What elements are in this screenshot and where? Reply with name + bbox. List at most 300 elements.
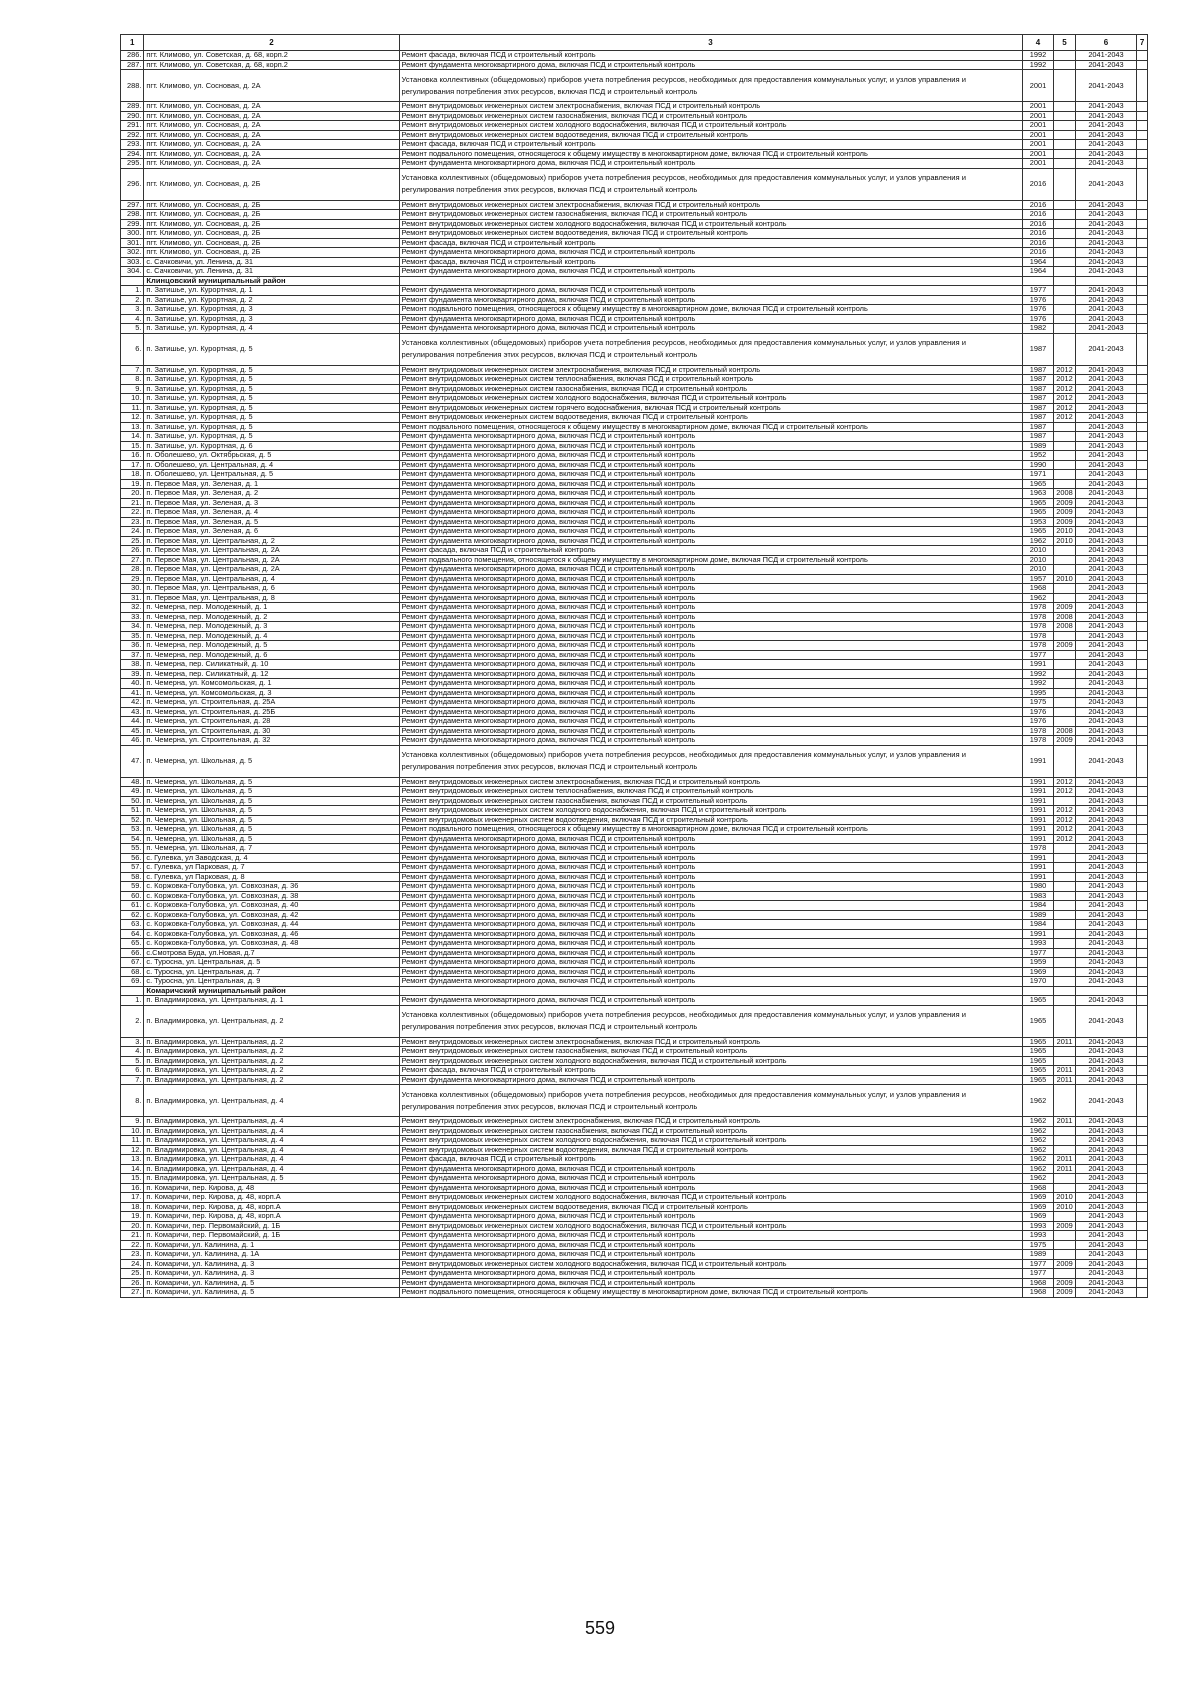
table-row <box>121 660 1148 670</box>
last-repair-year-cell <box>1054 1126 1075 1136</box>
last-repair-year-cell <box>1054 140 1075 150</box>
last-repair-year-cell <box>1054 863 1075 873</box>
address-cell: п. Комаричи, пер. Кирова, д. 48, корп.А <box>144 1193 399 1203</box>
work-type-cell: Ремонт внутридомовых инженерных систем газоснабжения, включая ПСД и строительный контроль <box>399 1047 1022 1057</box>
planned-period-cell: 2041-2043 <box>1075 736 1137 746</box>
register-table <box>120 34 1148 1298</box>
last-repair-year-cell <box>1054 1212 1075 1222</box>
address-cell: с. Гулевка, ул Заводская, д. 4 <box>144 853 399 863</box>
address-cell: пгт. Климово, ул. Сосновая, д. 2Б <box>144 168 399 200</box>
last-repair-year-cell <box>1054 920 1075 930</box>
table-row <box>121 1193 1148 1203</box>
empty-cell <box>1137 612 1148 622</box>
planned-period-cell: 2041-2043 <box>1075 910 1137 920</box>
work-type-cell: Ремонт фундамента многоквартирного дома, включая ПСД и строительный контроль <box>399 910 1022 920</box>
table-row <box>121 603 1148 613</box>
table-row <box>121 948 1148 958</box>
last-repair-year-cell <box>1054 660 1075 670</box>
row-number: 68. <box>121 967 144 977</box>
empty-cell <box>1137 1047 1148 1057</box>
planned-period-cell: 2041-2043 <box>1075 1136 1137 1146</box>
row-number: 286. <box>121 51 144 61</box>
row-number: 54. <box>121 834 144 844</box>
empty-cell <box>1137 1066 1148 1076</box>
work-type-cell: Ремонт внутридомовых инженерных систем электроснабжения, включая ПСД и строительный контроль <box>399 777 1022 787</box>
empty-cell <box>1137 574 1148 584</box>
planned-period-cell: 2041-2043 <box>1075 806 1137 816</box>
empty-cell <box>1137 863 1148 873</box>
build-year-cell: 1991 <box>1022 777 1054 787</box>
work-type-cell: Ремонт внутридомовых инженерных систем электроснабжения, включая ПСД и строительный контроль <box>399 365 1022 375</box>
work-type-cell: Ремонт внутридомовых инженерных систем газоснабжения, включая ПСД и строительный контроль <box>399 384 1022 394</box>
planned-period-cell: 2041-2043 <box>1075 159 1137 169</box>
address-cell: с. Коржовка-Голубовка, ул. Совхозная, д. 44 <box>144 920 399 930</box>
build-year-cell: 1968 <box>1022 584 1054 594</box>
address-cell: п. Владимировка, ул. Центральная, д. 2 <box>144 1047 399 1057</box>
planned-period-cell: 2041-2043 <box>1075 168 1137 200</box>
work-type-cell: Ремонт внутридомовых инженерных систем электроснабжения, включая ПСД и строительный контроль <box>399 1117 1022 1127</box>
last-repair-year-cell: 2009 <box>1054 736 1075 746</box>
empty-cell <box>1137 650 1148 660</box>
planned-period-cell: 2041-2043 <box>1075 1278 1137 1288</box>
work-type-cell: Ремонт фундамента многоквартирного дома, включая ПСД и строительный контроль <box>399 1164 1022 1174</box>
planned-period-cell: 2041-2043 <box>1075 688 1137 698</box>
table-row <box>121 517 1148 527</box>
last-repair-year-cell <box>1054 546 1075 556</box>
table-row <box>121 286 1148 296</box>
row-number: 46. <box>121 736 144 746</box>
table-row <box>121 1005 1148 1037</box>
build-year-cell: 1978 <box>1022 844 1054 854</box>
last-repair-year-cell <box>1054 929 1075 939</box>
section-number-cell <box>121 276 144 286</box>
last-repair-year-cell: 2011 <box>1054 1037 1075 1047</box>
row-number: 9. <box>121 1117 144 1127</box>
empty-cell <box>1137 130 1148 140</box>
row-number: 61. <box>121 901 144 911</box>
build-year-cell: 1977 <box>1022 1269 1054 1279</box>
build-year-cell: 1976 <box>1022 314 1054 324</box>
work-type-cell: Ремонт внутридомовых инженерных систем газоснабжения, включая ПСД и строительный контроль <box>399 111 1022 121</box>
address-cell: п. Затишье, ул. Курортная, д. 1 <box>144 286 399 296</box>
table-row <box>121 796 1148 806</box>
table-row <box>121 267 1148 277</box>
work-type-cell: Ремонт фундамента многоквартирного дома, включая ПСД и строительный контроль <box>399 1240 1022 1250</box>
table-row <box>121 365 1148 375</box>
build-year-cell: 1991 <box>1022 660 1054 670</box>
build-year-cell: 1991 <box>1022 929 1054 939</box>
empty-cell <box>1137 219 1148 229</box>
empty-cell <box>1137 815 1148 825</box>
address-cell: п. Чемерна, ул. Школьная, д. 5 <box>144 787 399 797</box>
address-cell: п. Затишье, ул. Курортная, д. 6 <box>144 441 399 451</box>
planned-period-cell: 2041-2043 <box>1075 102 1137 112</box>
planned-period-cell: 2041-2043 <box>1075 121 1137 131</box>
build-year-cell: 2001 <box>1022 140 1054 150</box>
planned-period-cell: 2041-2043 <box>1075 149 1137 159</box>
last-repair-year-cell <box>1054 977 1075 987</box>
planned-period-cell: 2041-2043 <box>1075 669 1137 679</box>
address-cell: п. Владимировка, ул. Центральная, д. 4 <box>144 1126 399 1136</box>
build-year-cell: 1965 <box>1022 1037 1054 1047</box>
last-repair-year-cell <box>1054 650 1075 660</box>
planned-period-cell: 2041-2043 <box>1075 1202 1137 1212</box>
row-number: 23. <box>121 517 144 527</box>
address-cell: п. Затишье, ул. Курортная, д. 5 <box>144 394 399 404</box>
last-repair-year-cell <box>1054 470 1075 480</box>
work-type-cell: Ремонт фундамента многоквартирного дома, включая ПСД и строительный контроль <box>399 1269 1022 1279</box>
last-repair-year-cell <box>1054 707 1075 717</box>
build-year-cell: 1965 <box>1022 1066 1054 1076</box>
last-repair-year-cell <box>1054 948 1075 958</box>
row-number: 60. <box>121 891 144 901</box>
table-row <box>121 219 1148 229</box>
row-number: 26. <box>121 546 144 556</box>
table-row <box>121 1174 1148 1184</box>
row-number: 18. <box>121 1202 144 1212</box>
build-year-cell: 1991 <box>1022 834 1054 844</box>
row-number: 304. <box>121 267 144 277</box>
build-year-cell: 1962 <box>1022 1145 1054 1155</box>
table-row <box>121 777 1148 787</box>
empty-cell <box>1137 1056 1148 1066</box>
table-row <box>121 498 1148 508</box>
build-year-cell: 1976 <box>1022 717 1054 727</box>
last-repair-year-cell: 2009 <box>1054 1259 1075 1269</box>
address-cell: п. Первое Мая, ул. Центральная, д. 2 <box>144 536 399 546</box>
planned-period-cell: 2041-2043 <box>1075 1145 1137 1155</box>
last-repair-year-cell: 2009 <box>1054 603 1075 613</box>
table-row <box>121 546 1148 556</box>
table-row <box>121 863 1148 873</box>
build-year-cell: 1978 <box>1022 736 1054 746</box>
empty-cell <box>1137 1037 1148 1047</box>
table-row <box>121 536 1148 546</box>
work-type-cell: Ремонт фундамента многоквартирного дома, включая ПСД и строительный контроль <box>399 508 1022 518</box>
empty-cell <box>1137 1136 1148 1146</box>
address-cell: п. Первое Мая, ул. Центральная, д. 2А <box>144 546 399 556</box>
table-row <box>121 1056 1148 1066</box>
empty-cell <box>1137 479 1148 489</box>
last-repair-year-cell: 2012 <box>1054 834 1075 844</box>
address-cell: пгт. Климово, ул. Сосновая, д. 2Б <box>144 219 399 229</box>
table-row <box>121 305 1148 315</box>
last-repair-year-cell <box>1054 219 1075 229</box>
empty-cell <box>1137 726 1148 736</box>
build-year-cell: 2016 <box>1022 168 1054 200</box>
table-row <box>121 121 1148 131</box>
work-type-cell: Ремонт фундамента многоквартирного дома, включая ПСД и строительный контроль <box>399 267 1022 277</box>
table-row <box>121 460 1148 470</box>
build-year-cell: 1991 <box>1022 787 1054 797</box>
section-title: Комаричский муниципальный район <box>144 986 399 996</box>
address-cell: п. Первое Мая, ул. Центральная, д. 2А <box>144 565 399 575</box>
last-repair-year-cell <box>1054 745 1075 777</box>
build-year-cell: 1969 <box>1022 1202 1054 1212</box>
last-repair-year-cell <box>1054 1231 1075 1241</box>
work-type-cell: Установка коллективных (общедомовых) приборов учета потребления ресурсов, необходимых для предоставления коммунальных услуг, и узлов управления и регулирования потребления этих ресурсов, включая ПСД и строительный контроль <box>399 333 1022 365</box>
last-repair-year-cell <box>1054 229 1075 239</box>
table-row <box>121 1136 1148 1146</box>
table-row <box>121 1231 1148 1241</box>
address-cell: пгт. Климово, ул. Сосновая, д. 2Б <box>144 238 399 248</box>
address-cell: п. Чемерна, пер. Молодежный, д. 3 <box>144 622 399 632</box>
row-number: 58. <box>121 872 144 882</box>
last-repair-year-cell: 2012 <box>1054 403 1075 413</box>
work-type-cell: Ремонт фундамента многоквартирного дома, включая ПСД и строительный контроль <box>399 688 1022 698</box>
address-cell: пгт. Климово, ул. Сосновая, д. 2А <box>144 111 399 121</box>
planned-period-cell: 2041-2043 <box>1075 698 1137 708</box>
address-cell: п. Первое Мая, ул. Центральная, д. 4 <box>144 574 399 584</box>
planned-period-cell: 2041-2043 <box>1075 1066 1137 1076</box>
last-repair-year-cell: 2011 <box>1054 1075 1075 1085</box>
last-repair-year-cell <box>1054 248 1075 258</box>
planned-period-cell: 2041-2043 <box>1075 891 1137 901</box>
last-repair-year-cell: 2010 <box>1054 1202 1075 1212</box>
work-type-cell: Установка коллективных (общедомовых) приборов учета потребления ресурсов, необходимых для предоставления коммунальных услуг, и узлов управления и регулирования потребления этих ресурсов, включая ПСД и строительный контроль <box>399 168 1022 200</box>
work-type-cell: Ремонт фундамента многоквартирного дома, включая ПСД и строительный контроль <box>399 958 1022 968</box>
build-year-cell: 1962 <box>1022 1164 1054 1174</box>
empty-cell <box>1137 1288 1148 1298</box>
empty-cell <box>1137 413 1148 423</box>
last-repair-year-cell: 2012 <box>1054 394 1075 404</box>
planned-period-cell: 2041-2043 <box>1075 1056 1137 1066</box>
planned-period-cell: 2041-2043 <box>1075 1047 1137 1057</box>
planned-period-cell: 2041-2043 <box>1075 603 1137 613</box>
address-cell: пгт. Климово, ул. Советская, д. 68, корп.2 <box>144 60 399 70</box>
address-cell: п. Владимировка, ул. Центральная, д. 5 <box>144 1174 399 1184</box>
address-cell: пгт. Климово, ул. Сосновая, д. 2Б <box>144 229 399 239</box>
work-type-cell: Ремонт подвального помещения, относящегося к общему имуществу в многоквартирном доме, включая ПСД и строительный контроль <box>399 149 1022 159</box>
row-number: 35. <box>121 631 144 641</box>
empty-cell <box>1137 508 1148 518</box>
table-row <box>121 432 1148 442</box>
table-row <box>121 324 1148 334</box>
planned-period-cell: 2041-2043 <box>1075 948 1137 958</box>
work-type-cell: Ремонт фасада, включая ПСД и строительный контроль <box>399 140 1022 150</box>
row-number: 30. <box>121 584 144 594</box>
build-year-cell: 1968 <box>1022 1288 1054 1298</box>
empty-cell <box>1137 149 1148 159</box>
row-number: 16. <box>121 1183 144 1193</box>
row-number: 23. <box>121 1250 144 1260</box>
row-number: 55. <box>121 844 144 854</box>
last-repair-year-cell <box>1054 996 1075 1006</box>
address-cell: п. Комаричи, пер. Первомайский, д. 1Б <box>144 1231 399 1241</box>
row-number: 8. <box>121 1085 144 1117</box>
empty-cell <box>1137 238 1148 248</box>
table-row <box>121 669 1148 679</box>
planned-period-cell: 2041-2043 <box>1075 631 1137 641</box>
address-cell: с. Сачковичи, ул. Ленина, д. 31 <box>144 267 399 277</box>
row-number: 22. <box>121 508 144 518</box>
address-cell: п. Первое Мая, ул. Зеленая, д. 1 <box>144 479 399 489</box>
work-type-cell: Ремонт фундамента многоквартирного дома, включая ПСД и строительный контроль <box>399 844 1022 854</box>
row-number: 19. <box>121 479 144 489</box>
last-repair-year-cell: 2010 <box>1054 527 1075 537</box>
planned-period-cell: 2041-2043 <box>1075 140 1137 150</box>
build-year-cell: 1991 <box>1022 796 1054 806</box>
work-type-cell: Ремонт внутридомовых инженерных систем водоотведения, включая ПСД и строительный контроль <box>399 815 1022 825</box>
header-row <box>121 35 1148 51</box>
table-row <box>121 1250 1148 1260</box>
work-type-cell: Ремонт фундамента многоквартирного дома, включая ПСД и строительный контроль <box>399 948 1022 958</box>
empty-cell <box>1137 844 1148 854</box>
address-cell: п. Затишье, ул. Курортная, д. 5 <box>144 384 399 394</box>
table-row <box>121 555 1148 565</box>
address-cell: п. Затишье, ул. Курортная, д. 2 <box>144 295 399 305</box>
empty-cell <box>1137 229 1148 239</box>
build-year-cell: 1992 <box>1022 669 1054 679</box>
work-type-cell: Ремонт фундамента многоквартирного дома, включая ПСД и строительный контроль <box>399 527 1022 537</box>
row-number: 3. <box>121 1037 144 1047</box>
row-number: 44. <box>121 717 144 727</box>
table-row <box>121 1202 1148 1212</box>
build-year-cell: 1987 <box>1022 422 1054 432</box>
work-type-cell: Ремонт фундамента многоквартирного дома, включая ПСД и строительный контроль <box>399 498 1022 508</box>
last-repair-year-cell <box>1054 267 1075 277</box>
row-number: 42. <box>121 698 144 708</box>
last-repair-year-cell <box>1054 324 1075 334</box>
address-cell: п. Чемерна, ул. Строительная, д. 30 <box>144 726 399 736</box>
row-number: 8. <box>121 375 144 385</box>
last-repair-year-cell <box>1054 717 1075 727</box>
planned-period-cell: 2041-2043 <box>1075 333 1137 365</box>
planned-period-cell: 2041-2043 <box>1075 863 1137 873</box>
build-year-cell: 1965 <box>1022 1056 1054 1066</box>
row-number: 15. <box>121 441 144 451</box>
empty-cell <box>1137 688 1148 698</box>
last-repair-year-cell <box>1054 286 1075 296</box>
build-year-cell: 1978 <box>1022 612 1054 622</box>
empty-cell <box>1137 51 1148 61</box>
work-type-cell: Ремонт фундамента многоквартирного дома, включая ПСД и строительный контроль <box>399 574 1022 584</box>
row-number: 12. <box>121 413 144 423</box>
address-cell: п. Чемерна, ул. Строительная, д. 25Б <box>144 707 399 717</box>
planned-period-cell: 2041-2043 <box>1075 200 1137 210</box>
empty-cell <box>1137 1075 1148 1085</box>
planned-period-cell: 2041-2043 <box>1075 996 1137 1006</box>
address-cell: п. Чемерна, ул. Школьная, д. 5 <box>144 815 399 825</box>
empty-cell <box>399 986 1022 996</box>
address-cell: п. Затишье, ул. Курортная, д. 4 <box>144 324 399 334</box>
planned-period-cell: 2041-2043 <box>1075 1174 1137 1184</box>
empty-cell <box>399 276 1022 286</box>
empty-cell <box>1137 267 1148 277</box>
table-row <box>121 574 1148 584</box>
empty-cell <box>1137 555 1148 565</box>
work-type-cell: Ремонт фундамента многоквартирного дома, включая ПСД и строительный контроль <box>399 314 1022 324</box>
work-type-cell: Ремонт внутридомовых инженерных систем горячего водоснабжения, включая ПСД и строительный контроль <box>399 403 1022 413</box>
address-cell: с. Коржовка-Голубовка, ул. Совхозная, д. 36 <box>144 882 399 892</box>
planned-period-cell: 2041-2043 <box>1075 441 1137 451</box>
empty-cell <box>1137 872 1148 882</box>
work-type-cell: Ремонт фундамента многоквартирного дома, включая ПСД и строительный контроль <box>399 489 1022 499</box>
work-type-cell: Ремонт фундамента многоквартирного дома, включая ПСД и строительный контроль <box>399 967 1022 977</box>
empty-cell <box>1075 276 1137 286</box>
last-repair-year-cell <box>1054 958 1075 968</box>
work-type-cell: Ремонт фундамента многоквартирного дома, включая ПСД и строительный контроль <box>399 432 1022 442</box>
empty-cell <box>1137 1212 1148 1222</box>
last-repair-year-cell: 2008 <box>1054 612 1075 622</box>
work-type-cell: Ремонт фундамента многоквартирного дома, включая ПСД и строительный контроль <box>399 60 1022 70</box>
planned-period-cell: 2041-2043 <box>1075 470 1137 480</box>
table-row <box>121 508 1148 518</box>
row-number: 27. <box>121 1288 144 1298</box>
build-year-cell: 1965 <box>1022 508 1054 518</box>
table-row <box>121 844 1148 854</box>
row-number: 62. <box>121 910 144 920</box>
row-number: 63. <box>121 920 144 930</box>
empty-cell <box>1137 1085 1148 1117</box>
planned-period-cell: 2041-2043 <box>1075 403 1137 413</box>
build-year-cell: 1977 <box>1022 286 1054 296</box>
build-year-cell: 1965 <box>1022 996 1054 1006</box>
planned-period-cell: 2041-2043 <box>1075 1037 1137 1047</box>
build-year-cell: 1968 <box>1022 1183 1054 1193</box>
address-cell: п. Затишье, ул. Курортная, д. 5 <box>144 403 399 413</box>
build-year-cell: 1962 <box>1022 593 1054 603</box>
row-number: 40. <box>121 679 144 689</box>
section-number-cell <box>121 986 144 996</box>
table-row <box>121 1117 1148 1127</box>
build-year-cell: 2016 <box>1022 200 1054 210</box>
row-number: 299. <box>121 219 144 229</box>
build-year-cell: 1991 <box>1022 853 1054 863</box>
table-row <box>121 1288 1148 1298</box>
address-cell: п. Комаричи, ул. Калинина, д. 3 <box>144 1269 399 1279</box>
table-row <box>121 130 1148 140</box>
work-type-cell: Ремонт внутридомовых инженерных систем холодного водоснабжения, включая ПСД и строительный контроль <box>399 806 1022 816</box>
row-number: 66. <box>121 948 144 958</box>
address-cell: с. Туросна, ул. Центральная, д. 7 <box>144 967 399 977</box>
header-cell-3: 3 <box>399 35 1022 51</box>
address-cell: пгт. Климово, ул. Советская, д. 68, корп.2 <box>144 51 399 61</box>
empty-cell <box>1137 669 1148 679</box>
table-row <box>121 1075 1148 1085</box>
last-repair-year-cell <box>1054 910 1075 920</box>
row-number: 37. <box>121 650 144 660</box>
address-cell: п. Комаричи, пер. Первомайский, д. 1Б <box>144 1221 399 1231</box>
build-year-cell: 1964 <box>1022 267 1054 277</box>
work-type-cell: Ремонт внутридомовых инженерных систем холодного водоснабжения, включая ПСД и строительный контроль <box>399 1221 1022 1231</box>
planned-period-cell: 2041-2043 <box>1075 384 1137 394</box>
build-year-cell: 1976 <box>1022 707 1054 717</box>
last-repair-year-cell: 2012 <box>1054 384 1075 394</box>
last-repair-year-cell <box>1054 422 1075 432</box>
table-row <box>121 1126 1148 1136</box>
address-cell: с. Гулевка, ул Парковая, д. 7 <box>144 863 399 873</box>
build-year-cell: 1987 <box>1022 394 1054 404</box>
table-row <box>121 901 1148 911</box>
build-year-cell: 1965 <box>1022 498 1054 508</box>
planned-period-cell: 2041-2043 <box>1075 853 1137 863</box>
empty-cell <box>1137 622 1148 632</box>
build-year-cell: 1995 <box>1022 688 1054 698</box>
table-row <box>121 489 1148 499</box>
address-cell: п. Владимировка, ул. Центральная, д. 4 <box>144 1085 399 1117</box>
last-repair-year-cell <box>1054 891 1075 901</box>
row-number: 2. <box>121 295 144 305</box>
planned-period-cell: 2041-2043 <box>1075 939 1137 949</box>
planned-period-cell: 2041-2043 <box>1075 1231 1137 1241</box>
last-repair-year-cell <box>1054 51 1075 61</box>
build-year-cell: 1978 <box>1022 622 1054 632</box>
row-number: 38. <box>121 660 144 670</box>
last-repair-year-cell <box>1054 844 1075 854</box>
last-repair-year-cell <box>1054 210 1075 220</box>
planned-period-cell: 2041-2043 <box>1075 219 1137 229</box>
